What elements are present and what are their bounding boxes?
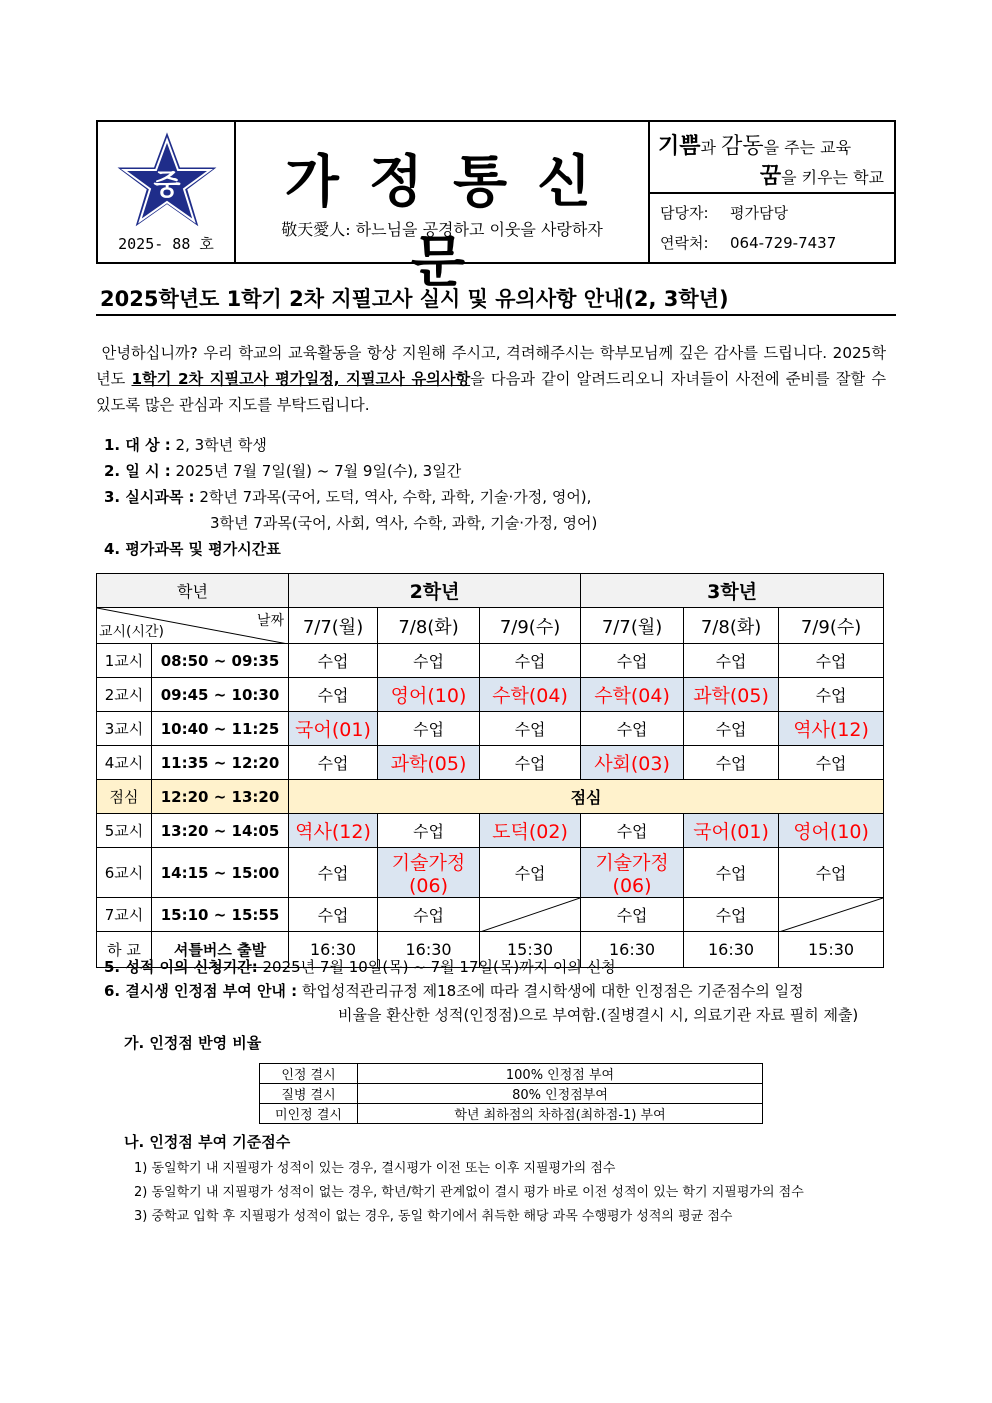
slogan-word-joy: 기쁨	[658, 133, 701, 159]
period-row	[97, 746, 884, 780]
logo-cell	[98, 122, 236, 262]
item-appeal	[104, 955, 904, 979]
empty-cell	[779, 898, 884, 932]
exam-subject-cell: 사회(03)	[581, 746, 684, 780]
class-cell: 수업	[289, 746, 378, 780]
date-header: 7/7(월)	[289, 608, 378, 644]
period-row	[97, 678, 884, 712]
period-cell: 1교시	[97, 644, 152, 678]
date-word: 날짜	[256, 613, 285, 629]
exam-subject-cell: 국어(01)	[684, 814, 779, 848]
item-label: 5. 성적 이의 신청기간:	[104, 958, 258, 976]
class-cell: 16:30	[684, 932, 779, 968]
time-cell: 셔틀버스 출발	[152, 932, 289, 968]
class-cell: 수업	[581, 712, 684, 746]
grade3-header: 3학년	[581, 574, 884, 608]
item-label: 6. 결시생 인정점 부여 안내 :	[104, 982, 298, 1000]
item-value: 2학년 7과목(국어, 도덕, 역사, 수학, 과학, 기술·가정, 영어),	[194, 488, 592, 506]
slogan-text: 을 주는 교육	[763, 138, 852, 157]
exam-subject-cell: 기술가정(06)	[581, 848, 684, 898]
class-cell: 수업	[581, 814, 684, 848]
item-label: 3. 실시과목 :	[104, 488, 195, 506]
grade2-header: 2학년	[289, 574, 581, 608]
period-cell: 6교시	[97, 848, 152, 898]
item-value: 2025년 7월 7일(월) ~ 7월 9일(수), 3일간	[170, 462, 462, 480]
exam-subject-cell: 역사(12)	[289, 814, 378, 848]
class-cell: 수업	[684, 746, 779, 780]
class-cell: 수업	[480, 746, 581, 780]
class-cell: 16:30	[378, 932, 480, 968]
ratio-row	[260, 1064, 763, 1084]
period-cell: 3교시	[97, 712, 152, 746]
class-cell: 수업	[480, 712, 581, 746]
class-cell: 수업	[480, 644, 581, 678]
class-cell: 수업	[289, 848, 378, 898]
time-cell: 08:50 ~ 09:35	[152, 644, 289, 678]
item-absence	[104, 979, 904, 1003]
class-cell: 16:30	[289, 932, 378, 968]
exam-subject-cell: 영어(10)	[378, 678, 480, 712]
phone-label: 연락처:	[660, 234, 709, 252]
ratio-row	[260, 1084, 763, 1104]
school-slogan	[650, 122, 894, 194]
item-date	[104, 458, 894, 484]
ratio-value: 80% 인정점부여	[358, 1084, 763, 1104]
time-cell: 12:20 ~ 13:20	[152, 780, 289, 814]
period-cell: 5교시	[97, 814, 152, 848]
school-star-logo	[110, 126, 224, 236]
class-cell: 수업	[684, 898, 779, 932]
ratio-type: 질병 결시	[260, 1084, 358, 1104]
criteria-item: 2) 동일학기 내 지필평가 성적이 없는 경우, 학년/학기 관계없이 결시 평가 바로 이전 성적이 있는 학기 지필평가의 점수	[134, 1185, 804, 1200]
class-cell: 수업	[779, 678, 884, 712]
class-cell: 수업	[684, 712, 779, 746]
exam-subject-cell: 과학(05)	[378, 746, 480, 780]
intro-text: 을 다음과 같이 알려드리오니 자녀들이 사전에 준비를 잘할 수 있도록 많은 관심과 지도를 부탁드립니다.	[96, 370, 886, 414]
item-subjects	[104, 484, 894, 510]
time-cell: 10:40 ~ 11:25	[152, 712, 289, 746]
logo-text: 중	[153, 168, 181, 201]
slogan-word-moved: 감동	[721, 134, 764, 159]
date-header: 7/9(수)	[480, 608, 581, 644]
exam-subject-cell: 기술가정(06)	[378, 848, 480, 898]
period-cell: 하 교	[97, 932, 152, 968]
time-cell: 14:15 ~ 15:00	[152, 848, 289, 898]
class-cell: 수업	[581, 898, 684, 932]
item-absence-cont: 비율을 환산한 성적(인정점)으로 부여함.(질병결시 시, 의료기관 자료 필히 제출)	[338, 1006, 859, 1024]
criteria-heading: 나. 인정점 부여 기준점수	[124, 1133, 291, 1151]
newsletter-title: 가정통신문	[284, 149, 622, 295]
date-header: 7/9(수)	[779, 608, 884, 644]
time-cell: 13:20 ~ 14:05	[152, 814, 289, 848]
ratio-row	[260, 1104, 763, 1124]
item-value: 2025년 7월 10일(목) ~ 7월 17일(목)까지 이의 신청	[257, 958, 616, 976]
exam-subject-cell: 도덕(02)	[480, 814, 581, 848]
exam-subject-cell: 수학(04)	[480, 678, 581, 712]
lunch-cell: 점심	[289, 780, 884, 814]
grade-header-label: 학년	[97, 574, 289, 608]
item-timetable-heading: 4. 평가과목 및 평가시간표	[104, 540, 281, 558]
intro-paragraph	[96, 340, 886, 418]
ratio-table	[259, 1063, 763, 1124]
class-cell: 수업	[289, 678, 378, 712]
notice-items	[104, 432, 894, 562]
class-cell: 수업	[581, 644, 684, 678]
class-cell: 수업	[289, 644, 378, 678]
period-cell: 2교시	[97, 678, 152, 712]
newsletter-header	[96, 120, 896, 295]
manager-value: 평가담당	[730, 204, 788, 222]
notice-items-after	[104, 955, 904, 1027]
class-cell: 수업	[289, 898, 378, 932]
class-cell: 15:30	[480, 932, 581, 968]
item-label: 1. 대 상 :	[104, 436, 171, 454]
exam-subject-cell: 역사(12)	[779, 712, 884, 746]
manager-label: 담당자:	[660, 204, 709, 222]
notice-title: 2025학년도 1학기 2차 지필고사 실시 및 유의사항 안내(2, 3학년)	[96, 286, 896, 316]
exam-subject-cell: 국어(01)	[289, 712, 378, 746]
ratio-value: 학년 최하점의 차하점(최하점-1) 부여	[358, 1104, 763, 1124]
ratio-type: 미인정 결시	[260, 1104, 358, 1124]
slogan-text: 을 키우는 학교	[781, 168, 884, 187]
time-cell: 09:45 ~ 10:30	[152, 678, 289, 712]
exam-schedule-table	[96, 573, 884, 968]
exam-subject-cell: 과학(05)	[684, 678, 779, 712]
ratio-type: 인정 결시	[260, 1064, 358, 1084]
class-cell: 수업	[378, 712, 480, 746]
criteria-item: 3) 중학교 입학 후 지필평가 성적이 없는 경우, 동일 학기에서 취득한 해당 과목 수행평가 성적의 평균 점수	[134, 1209, 733, 1224]
period-row	[97, 814, 884, 848]
item-value: 학업성적관리규정 제18조에 따라 결시학생에 대한 인정점은 기준점수의 일정	[297, 982, 804, 1000]
date-period-corner	[97, 608, 289, 644]
period-row	[97, 848, 884, 898]
period-row	[97, 712, 884, 746]
criteria-list	[134, 1157, 804, 1229]
date-header: 7/8(화)	[378, 608, 480, 644]
phone-value: 064-729-7437	[730, 234, 837, 252]
period-cell: 4교시	[97, 746, 152, 780]
class-cell: 수업	[779, 746, 884, 780]
item-subjects-cont: 3학년 7과목(국어, 사회, 역사, 수학, 과학, 기술·가정, 영어)	[210, 514, 598, 532]
empty-cell	[480, 898, 581, 932]
class-cell: 수업	[378, 644, 480, 678]
ratio-heading: 가. 인정점 반영 비율	[124, 1034, 262, 1052]
title-cell	[236, 122, 650, 295]
class-cell: 수업	[480, 848, 581, 898]
class-cell: 수업	[779, 644, 884, 678]
ratio-value: 100% 인정점 부여	[358, 1064, 763, 1084]
lunch-row	[97, 780, 884, 814]
diagonal-line	[480, 898, 580, 932]
date-header: 7/8(화)	[684, 608, 779, 644]
intro-emphasis: 1학기 2차 지필고사 평가일정, 지필고사 유의사항	[131, 370, 471, 388]
item-target	[104, 432, 894, 458]
exam-subject-cell: 영어(10)	[779, 814, 884, 848]
time-cell: 11:35 ~ 12:20	[152, 746, 289, 780]
class-cell: 수업	[779, 848, 884, 898]
class-cell: 수업	[684, 848, 779, 898]
class-cell: 15:30	[779, 932, 884, 968]
criteria-item: 1) 동일학기 내 지필평가 성적이 있는 경우, 결시평가 이전 또는 이후 지필평가의 점수	[134, 1161, 616, 1176]
period-cell: 점심	[97, 780, 152, 814]
item-value: 2, 3학년 학생	[170, 436, 267, 454]
class-cell: 수업	[684, 644, 779, 678]
class-cell: 수업	[378, 898, 480, 932]
school-motto: 敬天愛人: 하느님을 공경하고 이웃을 사랑하자	[281, 220, 603, 239]
date-header: 7/7(월)	[581, 608, 684, 644]
item-label: 2. 일 시 :	[104, 462, 171, 480]
intro-text: 안녕하십니까? 우리 학교의 교육활동을 항상 지원해 주시고, 격려해주시는 학부모님께 깊은 감사를 드립니다. 2025학년도	[96, 344, 886, 388]
period-row	[97, 898, 884, 932]
time-cell: 15:10 ~ 15:55	[152, 898, 289, 932]
period-row	[97, 644, 884, 678]
diagonal-line	[779, 898, 883, 932]
slogan-text: 과	[700, 138, 722, 157]
slogan-word-dream: 꿈	[759, 163, 782, 189]
period-cell: 7교시	[97, 898, 152, 932]
period-word: 교시(시간)	[99, 624, 165, 640]
contact-info	[650, 194, 894, 262]
class-cell: 수업	[378, 814, 480, 848]
info-cell	[650, 122, 894, 262]
issue-number: 2025- 88 호	[118, 235, 214, 253]
class-cell: 16:30	[581, 932, 684, 968]
exam-subject-cell: 수학(04)	[581, 678, 684, 712]
